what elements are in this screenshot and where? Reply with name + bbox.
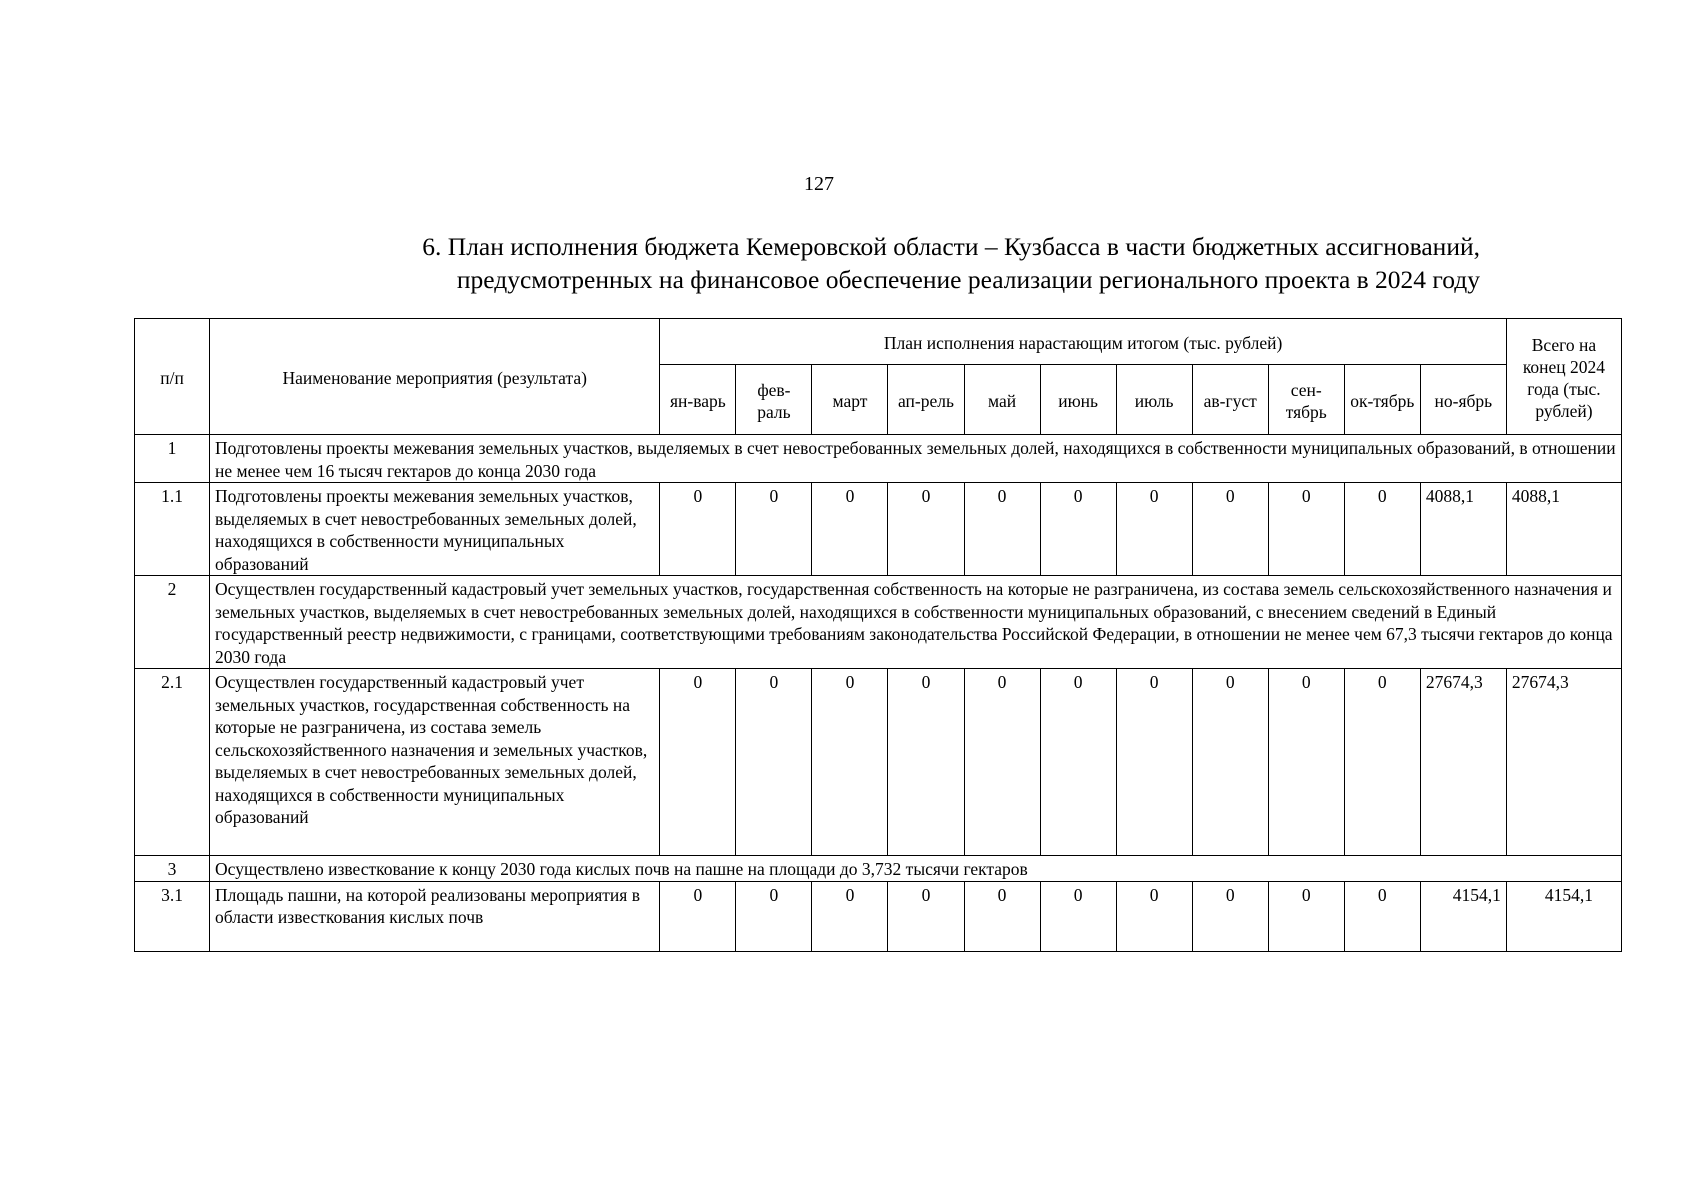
value-cell: 0: [812, 483, 888, 576]
value-cell: 0: [1192, 881, 1268, 951]
value-cell: 0: [736, 669, 812, 856]
item-name: Подготовлены проекты межевания земельных участков, выделяемых в счет невостребованных земельных долей, находящихся в собственности муниципальных образований: [210, 483, 660, 576]
value-cell: 0: [1344, 669, 1420, 856]
item-row-1-1: [135, 483, 1622, 576]
value-cell: 0: [888, 881, 964, 951]
value-cell: 0: [1192, 483, 1268, 576]
header-month-nov: но-ябрь: [1420, 365, 1506, 435]
section-num: 1: [135, 435, 210, 483]
value-cell: 0: [736, 881, 812, 951]
header-month-mar: март: [812, 365, 888, 435]
header-name: Наименование мероприятия (результата): [210, 319, 660, 435]
value-cell: 0: [1116, 881, 1192, 951]
header-row-1: [135, 319, 1622, 365]
section-num: 3: [135, 856, 210, 882]
header-month-feb: фев-раль: [736, 365, 812, 435]
section-num: 2: [135, 576, 210, 669]
section-text: Подготовлены проекты межевания земельных участков, выделяемых в счет невостребованных земельных долей, находящихся в собственности муниципальных образований, в отношении не менее чем 16 тысяч гектаров до конца 2030 года: [210, 435, 1622, 483]
item-name: Площадь пашни, на которой реализованы мероприятия в области известкования кислых почв: [210, 881, 660, 951]
value-cell: 0: [1268, 669, 1344, 856]
value-cell: 0: [1040, 881, 1116, 951]
budget-plan-table: [134, 318, 1622, 952]
value-cell: 0: [736, 483, 812, 576]
value-cell: 0: [964, 881, 1040, 951]
value-cell: 0: [888, 669, 964, 856]
value-cell: 0: [1116, 669, 1192, 856]
value-cell: 0: [812, 881, 888, 951]
total-cell: 4088,1: [1506, 483, 1621, 576]
header-month-jun: июнь: [1040, 365, 1116, 435]
value-cell: 0: [1192, 669, 1268, 856]
page-number: 127: [804, 173, 834, 195]
value-cell: 0: [660, 483, 736, 576]
item-row-2-1: [135, 669, 1622, 856]
header-month-jul: июль: [1116, 365, 1192, 435]
value-cell-november: 4088,1: [1420, 483, 1506, 576]
value-cell: 0: [964, 483, 1040, 576]
value-cell: 0: [1040, 483, 1116, 576]
section-row-2: [135, 576, 1622, 669]
value-cell: 0: [660, 881, 736, 951]
section-row-1: [135, 435, 1622, 483]
value-cell: 0: [1116, 483, 1192, 576]
header-month-oct: ок-тябрь: [1344, 365, 1420, 435]
header-total: Всего на конец 2024 года (тыс. рублей): [1506, 319, 1621, 435]
value-cell: 0: [1344, 881, 1420, 951]
header-plan-group: План исполнения нарастающим итогом (тыс. рублей): [660, 319, 1507, 365]
item-name: Осуществлен государственный кадастровый учет земельных участков, государственная собственность на которые не разграничена, из состава земель сельскохозяйственного назначения и земельных участков, выделяемых в счет невостребованных земельных долей, находящихся в собственности муниципальных образований: [210, 669, 660, 856]
value-cell: 0: [1040, 669, 1116, 856]
header-month-may: май: [964, 365, 1040, 435]
header-month-jan: ян-варь: [660, 365, 736, 435]
section-row-3: [135, 856, 1622, 882]
header-num: п/п: [135, 319, 210, 435]
header-month-sep: сен-тябрь: [1268, 365, 1344, 435]
value-cell: 0: [812, 669, 888, 856]
total-cell: 27674,3: [1506, 669, 1621, 856]
total-cell: 4154,1: [1506, 881, 1621, 951]
value-cell: 0: [1268, 483, 1344, 576]
document-title: [280, 230, 1480, 296]
title-line-1: 6. План исполнения бюджета Кемеровской области – Кузбасса в части бюджетных ассигнований,: [422, 232, 1480, 261]
value-cell: 0: [1268, 881, 1344, 951]
section-text: Осуществлен государственный кадастровый учет земельных участков, государственная собственность на которые не разграничена, из состава земель сельскохозяйственного назначения и земельных участков, выделяемых в счет невостребованных земельных долей, находящихся в собственности муниципальных образований, с внесением сведений в Единый государственный реестр недвижимости, с границами, соответствующими требованиям законодательства Российской Федерации, в отношении не менее чем 67,3 тысячи гектаров до конца 2030 года: [210, 576, 1622, 669]
item-num: 3.1: [135, 881, 210, 951]
item-num: 2.1: [135, 669, 210, 856]
title-line-2: предусмотренных на финансовое обеспечение реализации регионального проекта в 2024 году: [456, 265, 1480, 294]
header-month-apr: ап-рель: [888, 365, 964, 435]
value-cell: 0: [660, 669, 736, 856]
value-cell: 0: [888, 483, 964, 576]
item-num: 1.1: [135, 483, 210, 576]
item-row-3-1: [135, 881, 1622, 951]
section-text: Осуществлено известкование к концу 2030 года кислых почв на пашне на площади до 3,732 тысячи гектаров: [210, 856, 1622, 882]
value-cell-november: 27674,3: [1420, 669, 1506, 856]
value-cell: 0: [1344, 483, 1420, 576]
header-month-aug: ав-густ: [1192, 365, 1268, 435]
value-cell-november: 4154,1: [1420, 881, 1506, 951]
value-cell: 0: [964, 669, 1040, 856]
